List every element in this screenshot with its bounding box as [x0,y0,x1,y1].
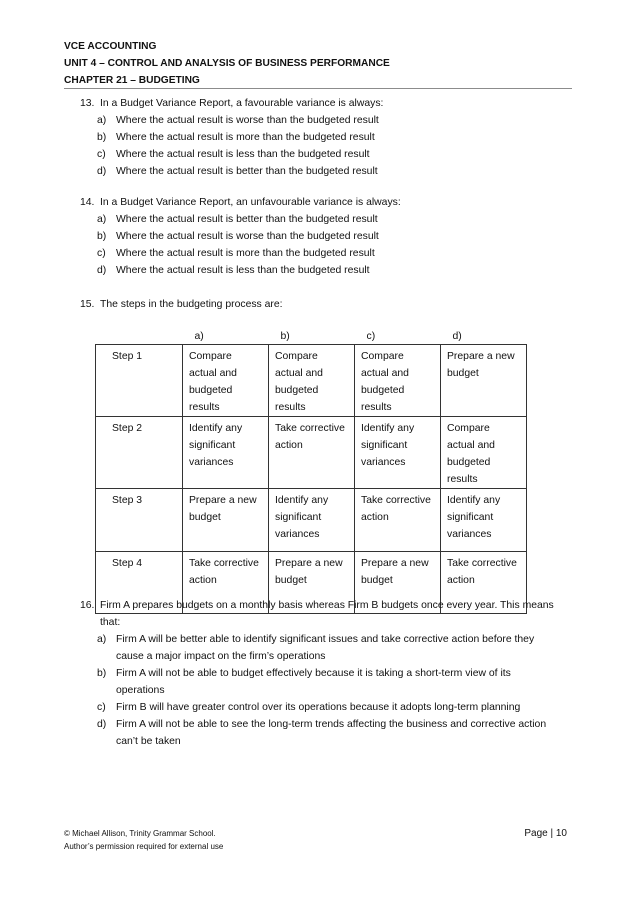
column-header-a: a) [194,331,204,342]
option-text: Firm A will not be able to see the long-term trends affecting the business and corrective action can’t be taken [116,719,547,747]
empty-header [96,330,183,345]
table-row [96,489,527,552]
table-header-row [96,330,527,345]
option-text: Where the actual result is less than the budgeted result [116,149,370,160]
question-13 [80,95,580,180]
option-c [80,146,580,163]
option-d [80,163,580,180]
option-label: b) [97,132,107,143]
table-cell: Prepare a new budget [441,345,527,417]
option-label: d) [97,265,107,276]
budget-steps-table [95,330,527,614]
table-cell: Compare actual and budgeted results [441,417,527,489]
question-stem: In a Budget Variance Report, an unfavourable variance is always: [100,197,401,208]
question-15 [80,296,580,313]
table-row [96,417,527,489]
option-label: a) [97,634,107,645]
option-a [80,112,580,129]
question-16 [80,597,560,750]
table-cell: Prepare a new budget [355,552,441,614]
option-c [80,245,580,262]
option-d [80,716,560,750]
question-stem: In a Budget Variance Report, a favourable variance is always: [100,98,384,109]
question-number: 16. [80,600,95,611]
step-label: Step 3 [96,489,183,552]
option-label: d) [97,719,107,730]
option-text: Firm B will have greater control over its operations because it adopts long-term planning [116,702,521,713]
header-unit: UNIT 4 – CONTROL AND ANALYSIS OF BUSINESS PERFORMANCE [64,58,390,69]
header-subject: VCE ACCOUNTING [64,41,157,52]
option-b [80,228,580,245]
step-label: Step 1 [96,345,183,417]
table-cell: Take corrective action [355,489,441,552]
option-text: Where the actual result is better than the budgeted result [116,214,378,225]
option-text: Where the actual result is better than the budgeted result [116,166,378,177]
option-text: Where the actual result is more than the budgeted result [116,248,375,259]
option-text: Firm A will not be able to budget effectively because it is taking a short-term view of its operations [116,668,511,696]
option-b [80,665,560,699]
header-divider [64,88,572,89]
table-cell: Identify any significant variances [441,489,527,552]
column-header-c: c) [366,331,376,342]
option-text: Where the actual result is more than the budgeted result [116,132,375,143]
table-cell: Prepare a new budget [183,489,269,552]
table-cell: Take corrective action [441,552,527,614]
question-number: 13. [80,98,95,109]
table-cell: Compare actual and budgeted results [183,345,269,417]
page-number: Page | 10 [524,828,567,839]
table-cell: Take corrective action [183,552,269,614]
table-cell: Compare actual and budgeted results [355,345,441,417]
table-row [96,345,527,417]
option-label: c) [97,149,106,160]
table-cell: Prepare a new budget [269,552,355,614]
table-cell: Identify any significant variances [183,417,269,489]
step-label: Step 4 [96,552,183,614]
page-footer [64,827,223,853]
option-label: b) [97,231,107,242]
table-cell: Take corrective action [269,417,355,489]
option-text: Where the actual result is worse than the budgeted result [116,231,379,242]
column-header-b: b) [280,331,290,342]
column-header-d: d) [452,331,462,342]
option-label: b) [97,668,107,679]
option-text: Firm A will be better able to identify significant issues and take corrective action before they cause a major impact on the firm’s operations [116,634,535,662]
question-number: 14. [80,197,95,208]
step-label: Step 2 [96,417,183,489]
question-stem: The steps in the budgeting process are: [100,299,283,310]
option-text: Where the actual result is less than the budgeted result [116,265,370,276]
footer-permission: Author’s permission required for external use [64,842,224,851]
option-b [80,129,580,146]
option-c [80,699,560,716]
table-cell: Identify any significant variances [355,417,441,489]
table-cell: Compare actual and budgeted results [269,345,355,417]
option-label: a) [97,214,107,225]
footer-copyright: © Michael Allison, Trinity Grammar School. [64,829,216,838]
option-label: d) [97,166,107,177]
header-chapter: CHAPTER 21 – BUDGETING [64,75,200,86]
question-14 [80,194,580,279]
table-cell: Identify any significant variances [269,489,355,552]
option-text: Where the actual result is worse than the budgeted result [116,115,379,126]
page-header [64,38,572,89]
question-stem: Firm A prepares budgets on a monthly basis whereas Firm B budgets once every year. This means that: [100,600,554,628]
option-a [80,631,560,665]
option-label: c) [97,702,106,713]
option-d [80,262,580,279]
option-label: a) [97,115,107,126]
option-label: c) [97,248,106,259]
option-a [80,211,580,228]
question-number: 15. [80,299,95,310]
